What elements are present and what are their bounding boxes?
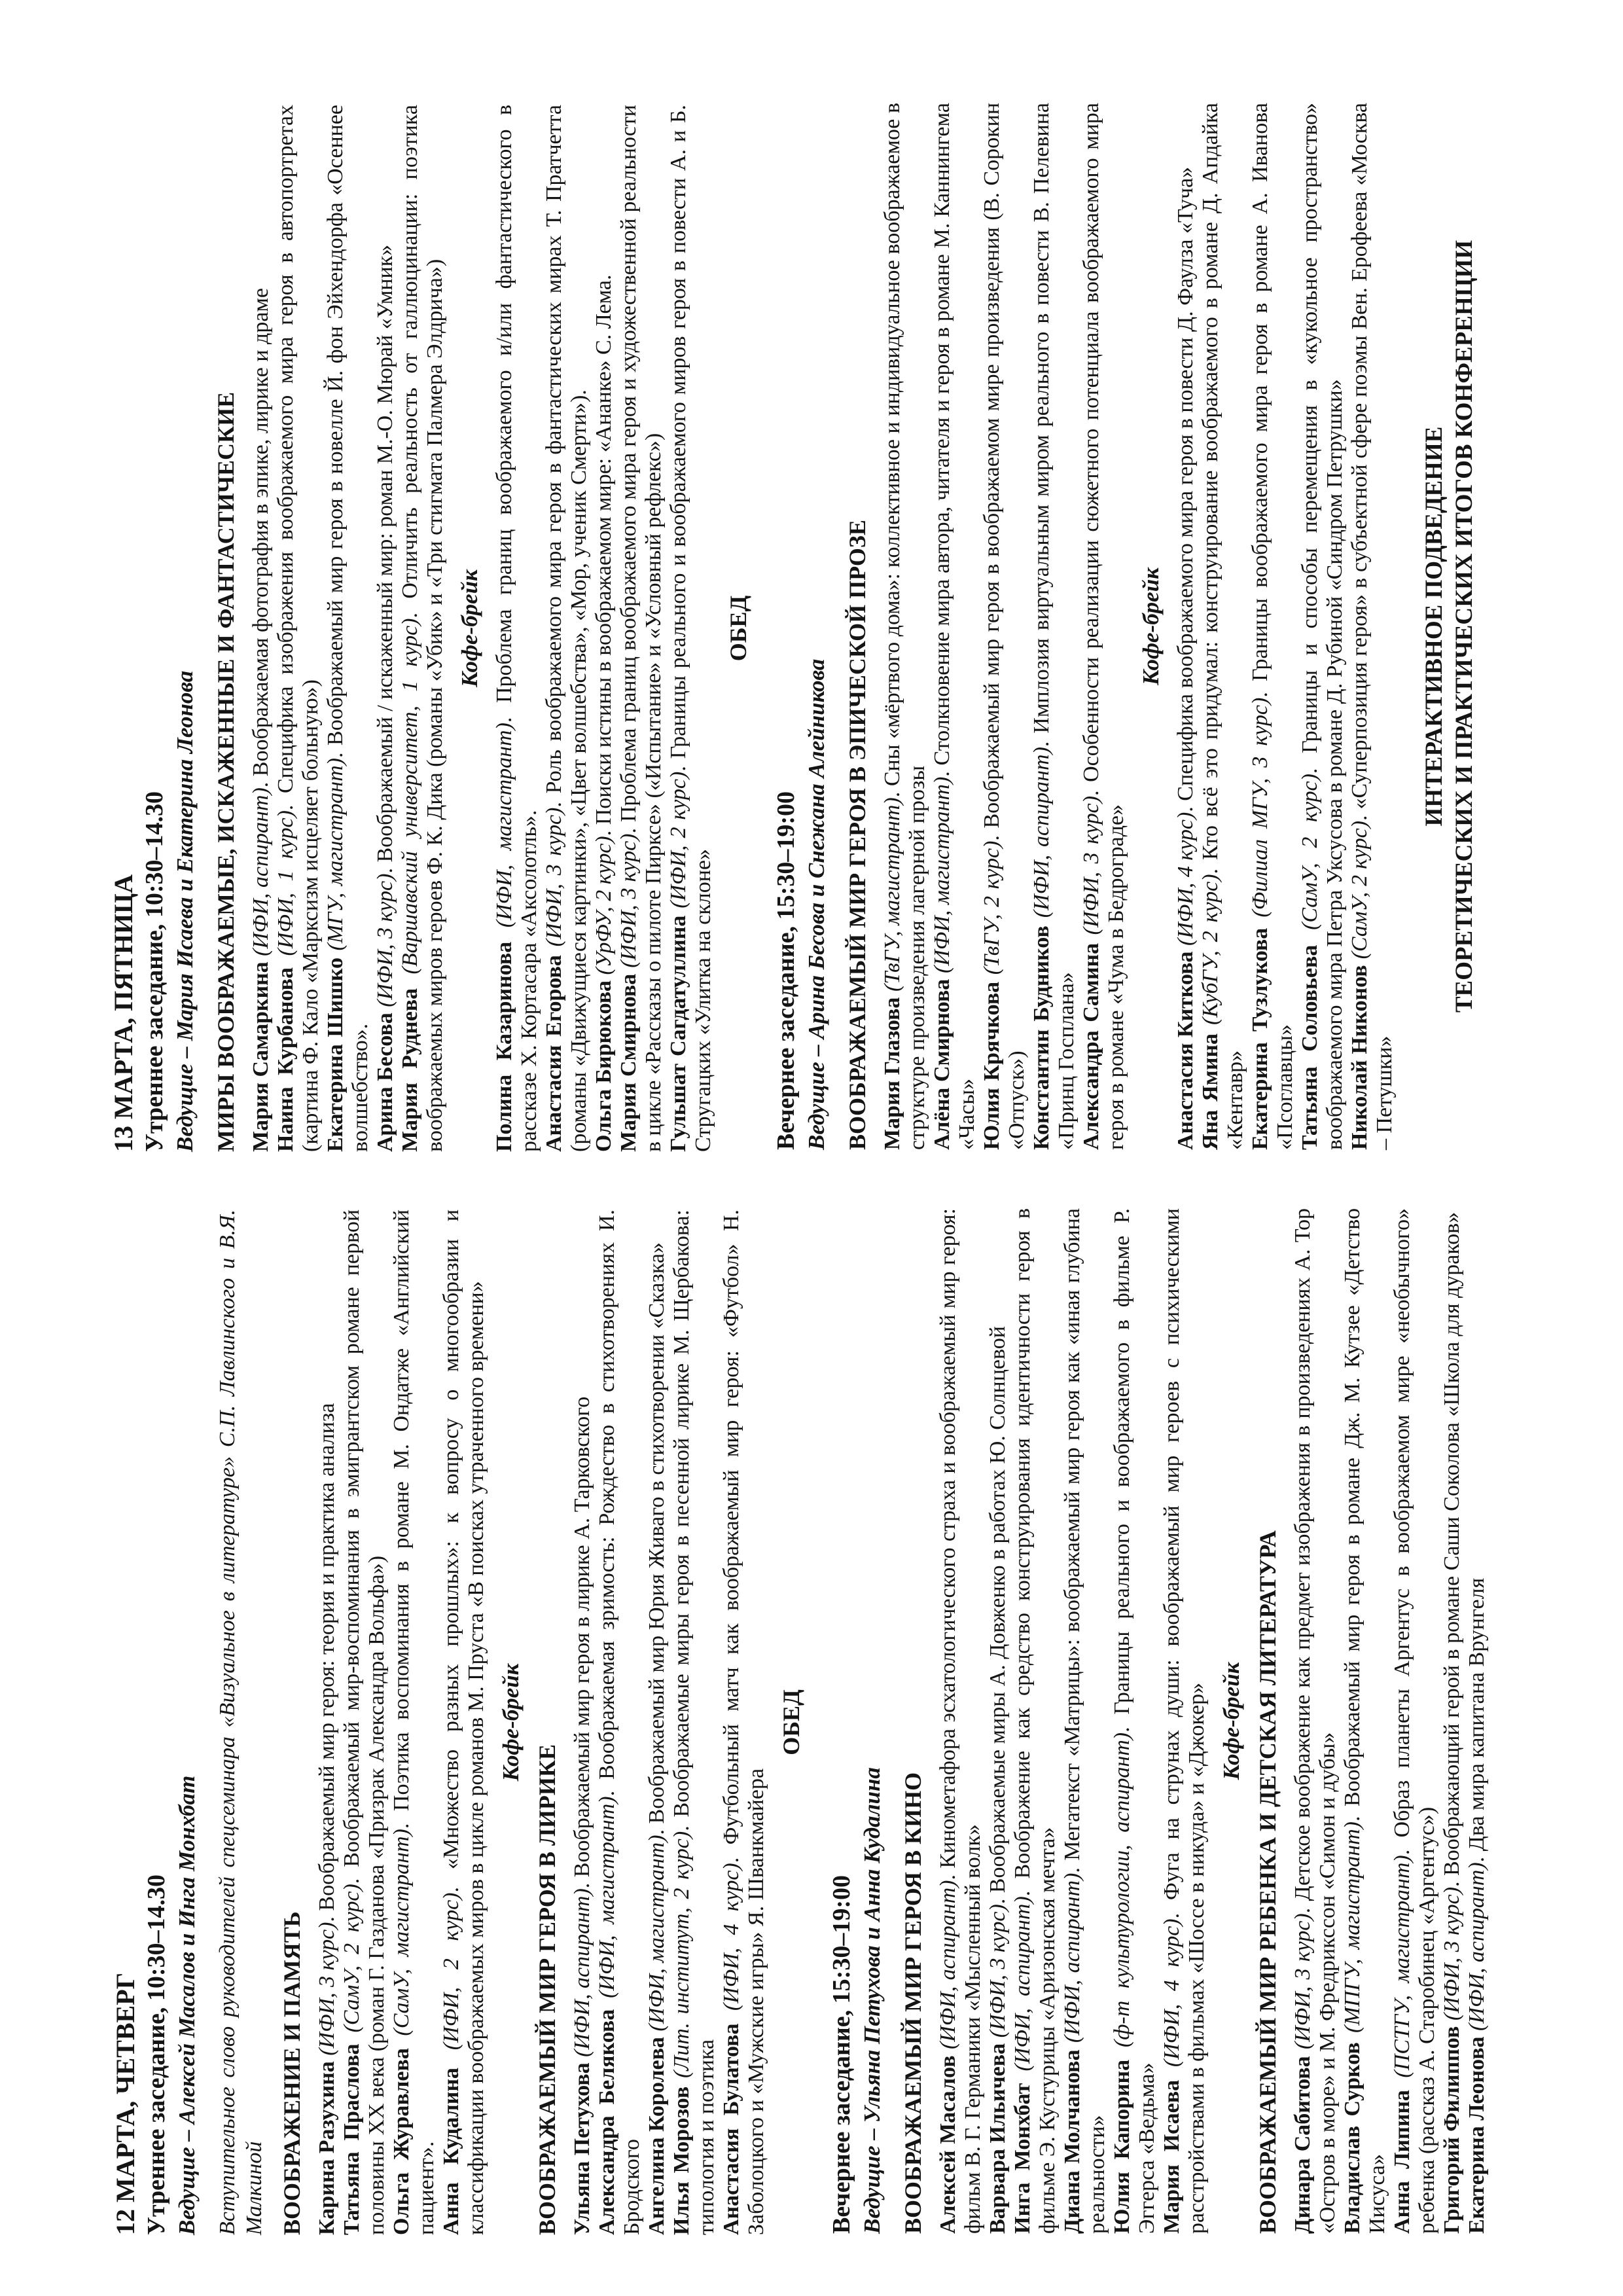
session-time-heading: Вечернее заседание, 15:30–19:00 (772, 791, 800, 1150)
section-heading: ВООБРАЖАЕМЫЙ МИР ГЕРОЯ В ЭПИЧЕСКОЙ ПРОЗЕ (844, 520, 870, 1150)
entry-talk-title: Воображаемая фотография в эпике, лирике и драме (249, 287, 273, 777)
entry-talk-title: Воображаемый мир героя в новелле Й. фон Эйхендорфа «Осеннее волшебство». (323, 104, 372, 1152)
entry-affiliation: (СамУ, 2 курс) (340, 1884, 364, 2033)
entry: Илья Морозов (Лит. институт, 2 курс). Воображаемые миры героя в песенной лирике М. Щербакова: типология и поэтика (669, 1209, 719, 2235)
entry-talk-title: Поиски истины в воображаемом мире: «Ананке» С. Лема. (592, 274, 616, 825)
entry-affiliation: (ИФИ, 2 курс) (666, 771, 690, 908)
entry-affiliation: (ИФИ, 2 курс) (439, 1892, 463, 2051)
entry-speaker: Татьяна Праслова (340, 2043, 364, 2235)
entry-speaker: Анастасия Булатова (719, 2023, 743, 2235)
entry: Яна Ямина (КубГУ, 2 курс). Кто всё это придумал: конструирование воображаемого в романе Д. Апдайка «Кентавр» (1198, 103, 1247, 1150)
entry-speaker: Мария Руднева (398, 988, 422, 1152)
entry-talk-title: Образ планеты Аргентус в воображаемом мире «необычного» ребенка (рассказ А. Старобинец «Аргентус») (1390, 1208, 1439, 2234)
session-time-heading: Утреннее заседание, 10:30–14.30 (143, 1874, 170, 2235)
entry-speaker: Илья Морозов (669, 2086, 694, 2235)
entry: Мария Глазова (ТвГУ, магистрант). Сны «мёртвого дома»: коллективное и индивидуальное воображаемое в структуре произведения лагерной прозы (880, 102, 929, 1150)
entry: Ольга Журавлева (СамУ, магистрант). Поэтика воспоминания в романе М. Ондатже «Английский пациент». (389, 1209, 438, 2235)
entry-talk-title: Воображаемая зримость: Рождество в стихотворениях И. Бродского (595, 1210, 644, 2235)
entry-affiliation: (ИФИ, аспирант) (1029, 747, 1054, 918)
entry-affiliation: (СамУ, 2 курс) (1347, 820, 1372, 960)
entry-affiliation: (ИФИ, 3 курс) (986, 1904, 1010, 2038)
entry-affiliation: (ИФИ, аспирант) (249, 787, 273, 956)
closing-line: ИНТЕРАКТИВНОЕ ПОДВЕДЕНИЕ (1421, 426, 1448, 827)
entry-affiliation: (СамУ, магистрант) (389, 1829, 414, 2036)
entry: Алёна Смирнова (ИФИ, магистрант). Столкновение мира автора, читателя и героя в романе М. Каннингема «Часы» (930, 102, 979, 1150)
entry: Алексей Масалов (ИФИ, аспирант). Кинометафора эсхатологического страха и воображаемый мир героя: фильм В. Г. Германики «Мысленный волк» (936, 1208, 985, 2234)
entry-talk-title: Сны «мёртвого дома»: коллективное и индивидуальное воображаемое в структуре произведения лагерной прозы (880, 102, 929, 1150)
entry-talk-title: «Суперпозиция героя» в субъектной сфере поэмы Вен. Ерофеева «Москва – Петушки» (1347, 102, 1397, 1150)
entry-talk-title: Отличить реальность от галлюцинации: поэтика воображаемых миров героев Ф. К. Дика (романы «Убик» и «Три стигмата Палмера Элдрича») (398, 104, 447, 1152)
entry-talk-title: Границы и способы перемещения в «кукольное пространство» воображаемого мира Петра Уксусова в романе Д. Рубиной «Синдром Петрушки» (1298, 102, 1347, 1150)
day-title: 12 МАРТА, ЧЕТВЕРГ (111, 1972, 140, 2235)
entry: Татьяна Соловьева (СамУ, 2 курс). Границы и способы перемещения в «кукольное пространство» воображаемого мира Петра Уксусова в романе Д. Рубиной «Синдром Петрушки» (1298, 102, 1347, 1150)
entry-talk-title: Воображаемый мир героя в воображаемом мире произведения (В. Сорокин «Отпуск») (980, 102, 1029, 1150)
entry-speaker: Гульшат Сагдатуллина (666, 915, 690, 1152)
entry: Полина Казаринова (ИФИ, магистрант). Проблема границ воображаемого и/или фантастического в рассказе Х. Кортасара «Аксолотль». (492, 104, 541, 1152)
entry-speaker: Константин Будников (1029, 925, 1054, 1150)
coffee-break-label: Кофе-брейк (457, 569, 482, 687)
coffee-break-label: Кофе-брейк (498, 1663, 524, 1782)
entry-speaker: Инга Монхбат (1010, 2083, 1035, 2234)
entry-affiliation: (МГУ, магистрант) (323, 758, 348, 951)
entry-talk-title: Воображаемые миры А. Довженко в работах Ю. Солнцевой (986, 1326, 1010, 1893)
entry-affiliation: (ТвГУ, магистрант) (880, 797, 904, 992)
entry-speaker: Юлия Капорина (1110, 2059, 1134, 2234)
entry-affiliation: (ИФИ, 3 курс) (616, 833, 641, 968)
entry-talk-title: Границы воображаемого мира героя в романе А. Иванова «Псоглавцы» (1248, 103, 1297, 1150)
entry: Карина Разухина (ИФИ, 3 курс). Воображаемый мир героя: теория и практика анализа (315, 1403, 339, 2235)
section-heading: МИРЫ ВООБРАЖАЕМЫЕ, ИСКАЖЕННЫЕ И ФАНТАСТИЧЕСКИЕ (213, 391, 239, 1152)
entry-speaker: Ульяна Петухова (570, 2062, 594, 2235)
entry-talk-title: Детское воображение как предмет изображения в произведениях А. Тор «Остров в море» и М. Фредрикссон «Симон и дубы» (1291, 1208, 1340, 2234)
entry: Мария Смирнова (ИФИ, 3 курс). Проблема границ воображаемого мира героя и художественной реальности в цикле «Рассказы о пилоте Пирксе» («Испытание» и «Условный рефлекс») (616, 104, 666, 1152)
entry-speaker: Ольга Журавлева (389, 2048, 414, 2235)
section-heading: ВООБРАЖАЕМЫЙ МИР ГЕРОЯ В ЛИРИКЕ (534, 1744, 560, 2235)
closing-item (1419, 103, 1480, 1150)
entry-talk-title: Воображаемый / искаженный мир: роман М.-О. Мюрай «Умник» (373, 244, 397, 863)
entry: Ульяна Петухова (ИФИ, аспирант). Воображаемый мир героя в лирике А. Тарковского (570, 1396, 594, 2235)
entry-talk-title: Роль воображаемого мира героя в фантастических мирах Т. Пратчетта (романы «Движущиеся картинки», «Цвет волшебства», «Мор, ученик Смерти»). (542, 105, 591, 1152)
entry-speaker: Яна Ямина (1198, 1033, 1222, 1150)
intro-note: Вступительное слово руководителей спецсеминара «Визуальное в литературе» С.П. Лавлинского и В.Я. Малкиной (215, 1210, 266, 2235)
entry: Динара Сабитова (ИФИ, 3 курс). Детское воображение как предмет изображения в произведениях А. Тор «Остров в море» и М. Фредрикссон «Симон и дубы» (1291, 1208, 1340, 2234)
entry: Ольга Бирюкова (УрФУ, 2 курс). Поиски истины в воображаемом мире: «Ананке» С. Лема. (592, 274, 616, 1152)
entry: Татьяна Праслова (СамУ, 2 курс). Воображаемый мир-воспоминания в эмигрантском романе первой половины ХХ века (роман Г. Газданова «Призрак Александра Вольфа») (340, 1209, 389, 2235)
entry: Инга Монхбат (ИФИ, аспирант). Воображение как средство конструирования идентичности героя в фильме Э. Кустурицы «Аризонская мечта» (1010, 1208, 1060, 2234)
entry-affiliation: (ИФИ, 3 курс) (1079, 795, 1103, 935)
page-12-march-morning-session (110, 1210, 822, 2235)
entry-affiliation: (УрФУ, 2 курс) (592, 836, 616, 975)
entry: Екатерина Шишко (МГУ, магистрант). Воображаемый мир героя в новелле Й. фон Эйхендорфа «Осеннее волшебство». (323, 104, 372, 1152)
entry: Владислав Сурков (МПГУ, магистрант). Воображаемый мир героя в романе Дж. М. Кутзее «Детство Иисуса» (1340, 1208, 1389, 2234)
entry-talk-title: Фуга на струнах души: воображаемый мир героев с психическими расстройствами в фильмах «Шоссе в никуда» и «Джокер» (1160, 1208, 1209, 2234)
entry-speaker: Владислав Сурков (1340, 2042, 1364, 2234)
entry-talk-title: Столкновение мира автора, читателя и героя в романе М. Каннингема «Часы» (930, 102, 979, 1150)
entry-talk-title: Футбольный матч как воображаемый мир героя: «Футбол» Н. Заболоцкого и «Мужские игры» Я. Шванкмайера (719, 1209, 768, 2235)
entry-speaker: Полина Казаринова (492, 941, 516, 1152)
entry: Екатерина Леонова (ИФИ, аспирант). Два мира капитана Врунгеля (1465, 1577, 1489, 2234)
entry-speaker: Алёна Смирнова (930, 978, 954, 1150)
entry-affiliation: (ИФИ, магистрант) (492, 723, 516, 928)
entry-affiliation: (ИФИ, 3 курс) (373, 873, 397, 1007)
coffee-break-label: Кофе-брейк (1138, 567, 1164, 685)
entry-affiliation: (СамУ, 2 курс) (1298, 774, 1322, 930)
entry-talk-title: Границы реального и воображаемого миров героя в повести А. и Б. Стругацких «Улитка на склоне» (666, 104, 715, 1152)
entry: Юлия Крячкова (ТвГУ, 2 курс). Воображаемый мир героя в воображаемом мире произведения (В. Сорокин «Отпуск») (980, 102, 1029, 1150)
entry-speaker: Диана Молчанова (1060, 2049, 1084, 2234)
entry: Николай Никонов (СамУ, 2 курс). «Суперпозиция героя» в субъектной сфере поэмы Вен. Ерофеева «Москва – Петушки» (1347, 102, 1397, 1150)
entry-talk-title: Особенности реализации сюжетного потенциала воображаемого мира героя в романе «Чума в Бедрограде» (1079, 102, 1128, 1150)
entry-talk-title: Специфика воображаемого мира героя в повести Д. Фаулза «Туча» (1173, 166, 1198, 801)
entry-speaker: Динара Сабитова (1291, 2056, 1315, 2234)
entry-speaker: Мария Смирнова (616, 973, 641, 1152)
session-leaders: Ведущие – Ульяна Петухова и Анна Кудалина (859, 1767, 885, 2234)
entry: Александра Самина (ИФИ, 3 курс). Особенности реализации сюжетного потенциала воображаемого мира героя в романе «Чума в Бедрограде» (1079, 102, 1128, 1150)
entry: Константин Будников (ИФИ, аспирант). Имплозия виртуальным миром реального в повести В. Пелевина «Принц Госплана» (1029, 103, 1079, 1150)
session-leaders: Ведущие – Мария Исаева и Екатерина Леонова (172, 670, 198, 1152)
entry: Наина Курбанова (ИФИ, 1 курс). Специфика изображения воображаемого мира героя в автопортретах (картина Ф. Кало «Марксизм исцеляет больную») (274, 104, 323, 1152)
entry-speaker: Мария Исаева (1160, 2079, 1184, 2234)
entry: Гульшат Сагдатуллина (ИФИ, 2 курс). Границы реального и воображаемого миров героя в повести А. и Б. Стругацких «Улитка на склоне» (666, 104, 715, 1152)
entry: Анна Кудалина (ИФИ, 2 курс). «Множество разных прошлых»: к вопросу о многообразии и классификации воображаемых миров в цикле романов М. Пруста «В поисках утраченного времени» (439, 1209, 488, 2235)
entry-talk-title: Два мира капитана Врунгеля (1465, 1577, 1489, 1852)
entry-affiliation: (ИФИ, аспирант) (570, 1888, 594, 2057)
entry-talk-title: Специфика изображения воображаемого мира героя в автопортретах (картина Ф. Кало «Марксизм исцеляет больную») (274, 104, 323, 1152)
entry-speaker: Анастасия Киткова (1173, 951, 1198, 1150)
entry: Мария Руднева (Варшавский университет, 1 курс). Отличить реальность от галлюцинации: поэтика воображаемых миров героев Ф. К. Дика (романы «Убик» и «Три стигмата Палмера Элдрича») (398, 104, 447, 1152)
session-leaders: Ведущие – Арина Бесова и Снежана Алейникова (804, 658, 829, 1150)
entry-speaker: Ангелина Королева (645, 2037, 669, 2235)
session-time-heading: Вечернее заседание, 15:30–19:00 (828, 1875, 855, 2234)
entry-affiliation: (ПСТГУ, магистрант) (1390, 1855, 1414, 2078)
page-12-march-evening-session (827, 1208, 1550, 2234)
entry-affiliation: (МПГУ, магистрант) (1340, 1821, 1364, 2033)
entry-affiliation: (ИФИ, 3 курс) (542, 807, 566, 947)
entry-speaker: Карина Разухина (315, 2061, 339, 2235)
entry: Анастасия Егорова (ИФИ, 3 курс). Роль воображаемого мира героя в фантастических мирах Т. Пратчетта (романы «Движущиеся картинки», «Цвет волшебства», «Мор, ученик Смерти»). (542, 105, 591, 1152)
entry-affiliation: (ТвГУ, 2 курс) (980, 840, 1004, 975)
entry: Анастасия Киткова (ИФИ, 4 курс). Специфика воображаемого мира героя в повести Д. Фаулза «Туча» (1173, 166, 1198, 1150)
entry-affiliation: (ИФИ, 4 курс) (1160, 1918, 1184, 2068)
entry: Александра Белякова (ИФИ, магистрант). Воображаемая зримость: Рождество в стихотворениях И. Бродского (595, 1210, 644, 2235)
session-leaders: Ведущие – Алексей Масалов и Инга Монхбат (174, 1775, 200, 2235)
closing-line: ТЕОРЕТИЧЕСКИХ И ПРАКТИЧЕСКИХ ИТОГОВ КОНФЕРЕНЦИИ (1451, 240, 1478, 1013)
section-heading: ВООБРАЖАЕМЫЙ МИР РЕБЕНКА И ДЕТСКАЯ ЛИТЕРАТУРА (1255, 1530, 1281, 2234)
entry: Анастасия Булатова (ИФИ, 4 курс). Футбольный матч как воображаемый мир героя: «Футбол» Н. Заболоцкого и «Мужские игры» Я. Шванкмайера (719, 1209, 768, 2235)
entry-talk-title: Проблема границ воображаемого и/или фантастического в рассказе Х. Кортасара «Аксолотль». (492, 104, 541, 1152)
entry-talk-title: Воображаемый мир героя в лирике А. Тарковского (570, 1396, 594, 1878)
entry-talk-title: Воображение как средство конструирования идентичности героя в фильме Э. Кустурицы «Аризонская мечта» (1010, 1208, 1060, 2234)
entry-speaker: Наина Курбанова (274, 967, 298, 1152)
entry-talk-title: Имплозия виртуальным миром реального в повести В. Пелевина «Принц Госплана» (1029, 103, 1079, 1150)
entry-speaker: Варвара Ильичева (986, 2043, 1010, 2234)
entry-talk-title: Воображаемый мир героя в романе Дж. М. Кутзее «Детство Иисуса» (1340, 1208, 1389, 2234)
entry-affiliation: (ИФИ, 3 курс) (1291, 1913, 1315, 2050)
entry-affiliation: (Варшавский университет, 1 курс) (398, 618, 422, 975)
entry-talk-title: Кинометафора эсхатологического страха и воображаемый мир героя: фильм В. Г. Германики «Мысленный волк» (936, 1208, 985, 2234)
entry-speaker: Юлия Крячкова (980, 981, 1004, 1150)
entry-affiliation: (ИФИ, 4 курс) (719, 1863, 743, 2011)
entry-talk-title: Воображающий герой в романе Саши Соколова «Школа для дураков» (1440, 1211, 1464, 1876)
entry-speaker: Александра Самина (1079, 942, 1103, 1150)
entry-talk-title: Воображаемый мир Юрия Живаго в стихотворении «Сказка» (645, 1242, 669, 1824)
entry-talk-title: Мегатекст «Матрицы»: воображаемый мир героя как «иная глубина реальности» (1060, 1208, 1109, 2234)
entry-affiliation: (ИФИ, 3 курс) (315, 1922, 339, 2056)
entry-speaker: Екатерина Тузлукова (1248, 927, 1272, 1150)
entry: Арина Бесова (ИФИ, 3 курс). Воображаемый / искаженный мир: роман М.-О. Мюрай «Умник» (373, 244, 397, 1152)
entry: Мария Исаева (ИФИ, 4 курс). Фуга на струнах души: воображаемый мир героев с психическими расстройствами в фильмах «Шоссе в никуда» и «Джокер» (1160, 1208, 1209, 2234)
entry-talk-title: Поэтика воспоминания в романе М. Ондатже «Английский пациент». (389, 1209, 438, 2235)
entry: Диана Молчанова (ИФИ, аспирант). Мегатекст «Матрицы»: воображаемый мир героя как «иная глубина реальности» (1060, 1208, 1109, 2234)
entry-affiliation: (ИФИ, аспирант) (1465, 1862, 1489, 2031)
entry-speaker: Екатерина Леонова (1465, 2036, 1489, 2234)
entry-talk-title: Границы реального и воображаемого в фильме Р. Эггерса «Ведьма» (1110, 1208, 1159, 2234)
entry: Юлия Капорина (ф-т культурологии, аспирант). Границы реального и воображаемого в фильме Р. Эггерса «Ведьма» (1110, 1208, 1159, 2234)
entry-speaker: Татьяна Соловьева (1298, 944, 1322, 1150)
entry-speaker: Анна Липина (1390, 2090, 1414, 2234)
entry-affiliation: (ИФИ, магистрант) (595, 1796, 619, 1998)
entry-talk-title: Кто всё это придумал: конструирование воображаемого в романе Д. Апдайка «Кентавр» (1198, 103, 1247, 1150)
entry-talk-title: Воображаемый мир героя: теория и практика анализа (315, 1403, 339, 1911)
entry: Григорий Филиппов (ИФИ, 3 курс). Воображающий герой в романе Саши Соколова «Школа для дураков» (1440, 1211, 1464, 2234)
entry-speaker: Арина Бесова (373, 1013, 397, 1152)
entry-talk-title: Воображаемые миры героя в песенной лирике М. Щербакова: типология и поэтика (669, 1209, 719, 2235)
entry-affiliation: (ИФИ, аспирант) (936, 1880, 960, 2050)
entry-talk-title: Проблема границ воображаемого мира героя и художественной реальности в цикле «Рассказы о пилоте Пирксе» («Испытание» и «Условный рефлекс») (616, 104, 666, 1152)
entry-affiliation: (Филиал МГУ, 3 курс) (1248, 697, 1272, 918)
lunch-break-label: ОБЕД (725, 595, 751, 662)
entry-speaker: Ольга Бирюкова (592, 980, 616, 1152)
entry-speaker: Алексей Масалов (936, 2055, 960, 2234)
coffee-break-label: Кофе-брейк (1219, 1662, 1244, 1780)
entry-speaker: Анастасия Егорова (542, 955, 566, 1152)
entry: Екатерина Тузлукова (Филиал МГУ, 3 курс). Границы воображаемого мира героя в романе А. Иванова «Псоглавцы» (1248, 103, 1297, 1150)
entry-affiliation: (ИФИ, 1 курс) (274, 810, 298, 956)
entry: Мария Самаркина (ИФИ, аспирант). Воображаемая фотография в эпике, лирике и драме (249, 287, 273, 1152)
entry-affiliation: (ИФИ, 3 курс) (1440, 1886, 1464, 2021)
entry-talk-title: «Множество разных прошлых»: к вопросу о многообразии и классификации воображаемых миров в цикле романов М. Пруста «В поисках утраченного времени» (439, 1209, 488, 2235)
entry-speaker: Мария Самаркина (249, 961, 273, 1152)
entry-affiliation: (КубГУ, 2 курс) (1198, 874, 1222, 1025)
lunch-break-label: ОБЕД (778, 1689, 804, 1755)
section-heading: ВООБРАЖАЕМЫЙ МИР ГЕРОЯ В КИНО (900, 1772, 926, 2234)
entry-talk-title: Воображаемый мир-воспоминания в эмигрантском романе первой половины ХХ века (роман Г. Газданова «Призрак Александра Вольфа») (340, 1209, 389, 2235)
entry-affiliation: (ИФИ, аспирант) (1010, 1896, 1035, 2072)
page-13-march-evening-session (771, 103, 1550, 1150)
entry-speaker: Александра Белякова (595, 2009, 619, 2235)
entry-affiliation: (ф-т культурологии, аспирант) (1110, 1732, 1134, 2048)
entry-speaker: Екатерина Шишко (323, 958, 348, 1152)
entry-speaker: Григорий Филиппов (1440, 2026, 1464, 2234)
entry-affiliation: (Лит. институт, 2 курс) (669, 1831, 694, 2079)
entry-affiliation: (ИФИ, аспирант) (1060, 1873, 1084, 2043)
page-13-march-morning-session (108, 105, 770, 1152)
entry-speaker: Анна Кудалина (439, 2068, 463, 2235)
entry-affiliation: (ИФИ, магистрант) (645, 1835, 669, 2032)
entry-speaker: Мария Глазова (880, 997, 904, 1150)
entry: Ангелина Королева (ИФИ, магистрант). Воображаемый мир Юрия Живаго в стихотворении «Сказка» (645, 1242, 669, 2235)
entry: Варвара Ильичева (ИФИ, 3 курс). Воображаемые миры А. Довженко в работах Ю. Солнцевой (986, 1326, 1010, 2234)
day-title: 13 МАРТА, ПЯТНИЦА (109, 874, 138, 1152)
entry: Анна Липина (ПСТГУ, магистрант). Образ планеты Аргентус в воображаемом мире «необычного» ребенка (рассказ А. Старобинец «Аргентус») (1390, 1208, 1439, 2234)
entry-affiliation: (ИФИ, 4 курс) (1173, 812, 1198, 946)
section-heading: ВООБРАЖЕНИЕ И ПАМЯТЬ (279, 1911, 305, 2235)
session-time-heading: Утреннее заседание, 10:30–14.30 (141, 791, 168, 1152)
entry-speaker: Николай Никонов (1347, 965, 1372, 1150)
entry-affiliation: (ИФИ, магистрант) (930, 776, 954, 973)
